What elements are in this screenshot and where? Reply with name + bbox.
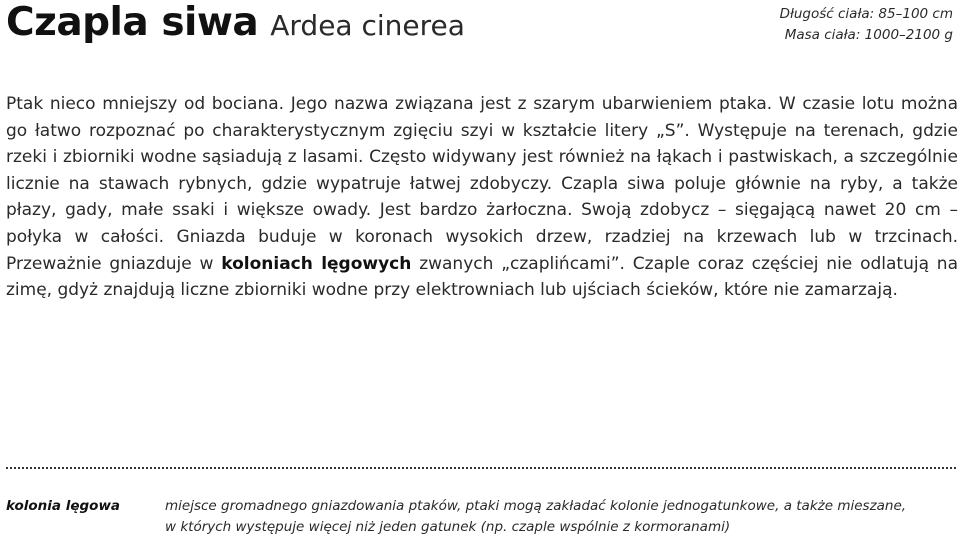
description-paragraph (6, 91, 958, 304)
page-title: Czapla siwa (6, 0, 259, 45)
glossary-definition-line: miejsce gromadnego gniazdowania ptaków, ptaki mogą zakładać kolonie jednogatunkowe, a także mieszane, (165, 498, 907, 514)
description-text-2: zwanych „czaplińcami”. Czaple coraz częściej nie odlatują na zimę, gdyż znajdują liczne zbiorniki wodne przy elektrowniach lub ujściach ścieków, które nie zamarzają. (6, 253, 958, 301)
glossary-definition (165, 496, 957, 538)
body-mass: Masa ciała: 1000–2100 g (784, 27, 953, 43)
body-length: Długość ciała: 85–100 cm (779, 6, 953, 22)
glossary-term-link: koloniach lęgowych (221, 253, 412, 274)
glossary-term: kolonia lęgowa (6, 498, 121, 514)
page-title-row (6, 0, 465, 49)
glossary-definition-line: w których występuje więcej niż jeden gatunek (np. czaple wspólnie z kormoranami) (165, 519, 731, 535)
body-measurements (780, 4, 953, 46)
description-text-1: Ptak nieco mniejszy od bociana. Jego nazwa związana jest z szarym ubarwieniem ptaka. W czasie lotu można go łatwo rozpoznać po charakterystycznym zgięciu szyi w kształcie litery „S”. Występuje na terenach, gdzie rzeki i zbiorniki wodne sąsiadują z lasami. Często widywany jest również na łąkach i pastwiskach, a szczególnie licznie na stawach rybnych, gdzie wypatruje łatwej zdobyczy. Czapla siwa poluje głównie na ryby, a także płazy, gady, małe ssaki i większe owady. Jest bardzo żarłoczna. Swoją zdobycz – sięgającą nawet 20 cm – połyka w całości. Gniazda buduje w koronach wysokich drzew, rzadziej na krzewach lub w trzcinach. Przeważnie gniazduje w (6, 94, 958, 274)
latin-name: Ardea cinerea (270, 9, 465, 42)
dotted-divider (6, 467, 956, 469)
